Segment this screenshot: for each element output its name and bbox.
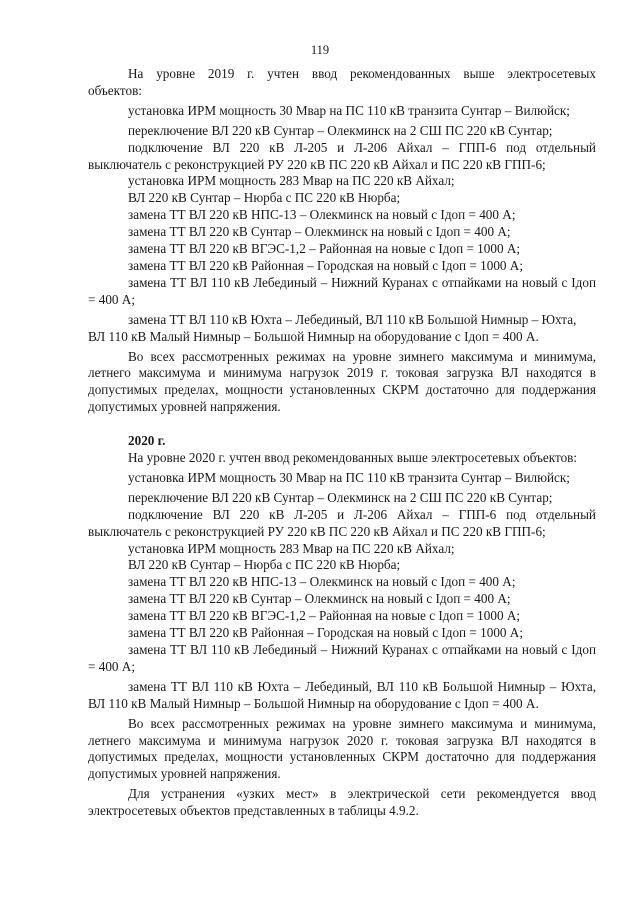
list-item-2020-11: замена ТТ ВЛ 110 кВ Юхта – Лебединый, ВЛ 110 кВ Большой Нимныр – Юхта, ВЛ 110 кВ Малый Нимныр – Большой Нимныр на оборудование с Iдоп = 400 А. bbox=[88, 678, 596, 711]
list-item-2019-8: замена ТТ ВЛ 220 кВ ВГЭС-1,2 – Районная на новые с Iдоп = 1000 А; bbox=[128, 241, 521, 257]
list-item-2019-2: переключение ВЛ 220 кВ Сунтар – Олекминск на 2 СШ ПС 220 кВ Сунтар; bbox=[128, 122, 553, 138]
section-2020-closing: Для устранения «узких мест» в электрической сети рекомендуется ввод электросетевых объектов представленных в таблицы 4.9.2. bbox=[88, 786, 596, 819]
list-item-2020-5: ВЛ 220 кВ Сунтар – Нюрба с ПС 220 кВ Нюрба; bbox=[128, 557, 401, 573]
list-item-2019-7: замена ТТ ВЛ 220 кВ Сунтар – Олекминск на новый с Iдоп = 400 А; bbox=[128, 224, 511, 240]
list-item-2019-5: ВЛ 220 кВ Сунтар – Нюрба с ПС 220 кВ Нюрба; bbox=[128, 190, 401, 206]
section-2020 bbox=[88, 433, 596, 820]
list-item-2019-11: замена ТТ ВЛ 110 кВ Юхта – Лебединый, ВЛ 110 кВ Большой Нимныр – Юхта, bbox=[128, 311, 577, 327]
list-item-2020-3: подключение ВЛ 220 кВ Л-205 и Л-206 Айхал – ГПП-6 под отдельный выключатель с реконструкцией РУ 220 кВ ПС 220 кВ Айхал и ПС 220 кВ ГПП-6; bbox=[88, 506, 596, 539]
list-item-2020-8: замена ТТ ВЛ 220 кВ ВГЭС-1,2 – Районная на новые с Iдоп = 1000 А; bbox=[128, 608, 521, 624]
section-2019 bbox=[88, 66, 596, 416]
list-item-2019-4: установка ИРМ мощность 283 Мвар на ПС 220 кВ Айхал; bbox=[128, 173, 455, 189]
list-item-2020-1: установка ИРМ мощность 30 Мвар на ПС 110 кВ транзита Сунтар – Вилюйск; bbox=[128, 469, 570, 485]
list-item-2019-9: замена ТТ ВЛ 220 кВ Районная – Городская на новый с Iдоп = 1000 А; bbox=[128, 257, 523, 273]
list-item-2019-10: замена ТТ ВЛ 110 кВ Лебединый – Нижний Куранах с отпайками на новый с Iдоп = 400 А; bbox=[88, 274, 596, 307]
list-item-2019-6: замена ТТ ВЛ 220 кВ НПС-13 – Олекминск на новый с Iдоп = 400 А; bbox=[128, 207, 516, 223]
section-2019-intro-line1: На уровне 2019 г. учтен ввод рекомендованных выше электросетевых bbox=[128, 66, 596, 81]
list-item-2020-10: замена ТТ ВЛ 110 кВ Лебединый – Нижний Куранах с отпайками на новый с Iдоп = 400 А; bbox=[88, 642, 596, 674]
list-item-2019-1: установка ИРМ мощность 30 Мвар на ПС 110 кВ транзита Сунтар – Вилюйск; bbox=[128, 102, 570, 118]
section-2020-heading: 2020 г. bbox=[128, 433, 166, 449]
section-2020-intro: На уровне 2020 г. учтен ввод рекомендованных выше электросетевых объектов: bbox=[128, 450, 578, 466]
list-item-2019-3: подключение ВЛ 220 кВ Л-205 и Л-206 Айхал – ГПП-6 под отдельный выключатель с реконструкцией РУ 220 кВ ПС 220 кВ Айхал и ПС 220 кВ ГПП-6; bbox=[88, 139, 596, 172]
list-item-2019-12: ВЛ 110 кВ Малый Нимныр – Большой Нимныр на оборудование с Iдоп = 400 А. bbox=[88, 328, 539, 344]
list-item-2020-4: установка ИРМ мощность 283 Мвар на ПС 220 кВ Айхал; bbox=[128, 540, 455, 556]
section-2019-conclusion: Во всех рассмотренных режимах на уровне зимнего максимума и минимума, летнего максимума и минимума нагрузок 2019 г. токовая загрузка ВЛ находятся в допустимых пределах, мощности установленных СКРМ достаточно для поддержания допустимых уровней напряжения. bbox=[88, 348, 596, 415]
section-2019-intro-line2: объектов: bbox=[88, 82, 142, 98]
list-item-2020-7: замена ТТ ВЛ 220 кВ Сунтар – Олекминск на новый с Iдоп = 400 А; bbox=[128, 591, 511, 607]
list-item-2020-9: замена ТТ ВЛ 220 кВ Районная – Городская на новый с Iдоп = 1000 А; bbox=[128, 625, 523, 641]
list-item-2020-2: переключение ВЛ 220 кВ Сунтар – Олекминск на 2 СШ ПС 220 кВ Сунтар; bbox=[128, 489, 553, 505]
page-body bbox=[88, 66, 596, 820]
page-number: 119 bbox=[310, 43, 330, 57]
list-item-2020-6: замена ТТ ВЛ 220 кВ НПС-13 – Олекминск на новый с Iдоп = 400 А; bbox=[128, 574, 516, 590]
section-2020-conclusion: Во всех рассмотренных режимах на уровне зимнего максимума и минимума, летнего максимума и минимума нагрузок 2020 г. токовая загрузка ВЛ находятся в допустимых пределах, мощности установленных СКРМ достаточно для поддержания допустимых уровней напряжения. bbox=[88, 715, 596, 782]
